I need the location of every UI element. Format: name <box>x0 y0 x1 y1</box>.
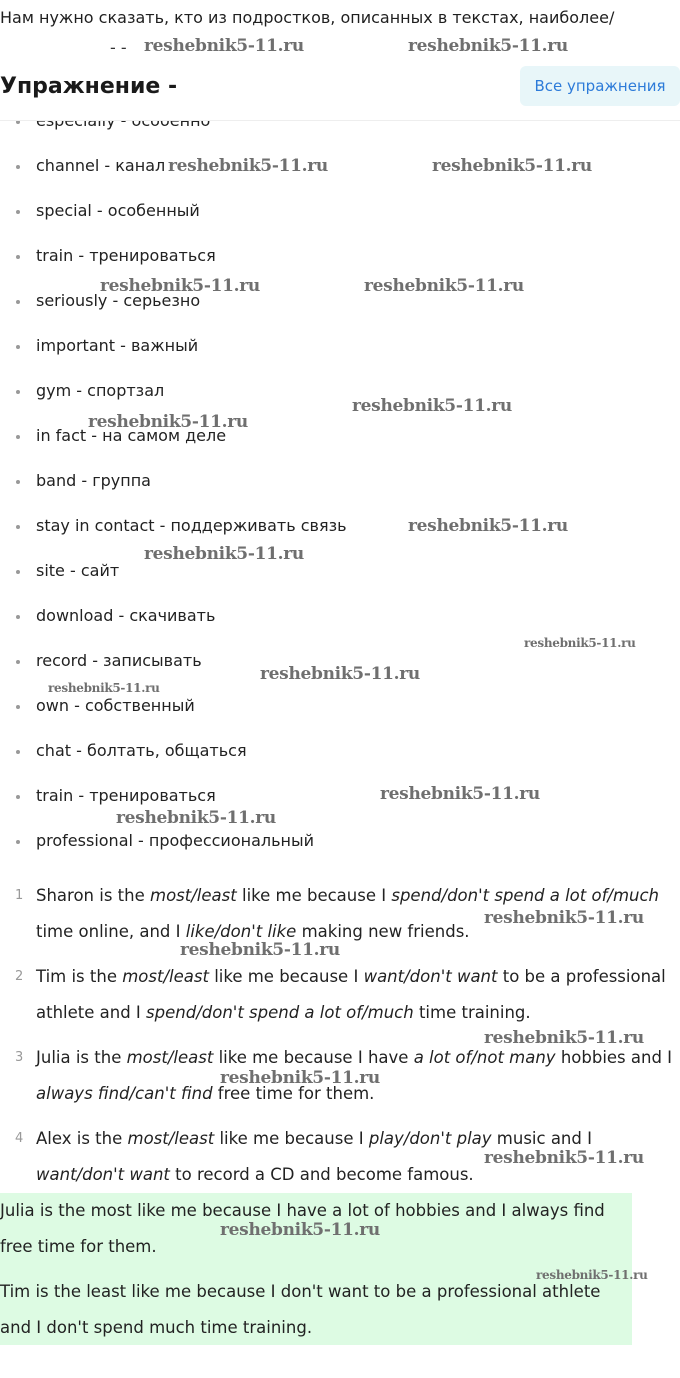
task-choice: most/least <box>127 1129 215 1148</box>
task-text: like me because I <box>208 967 364 986</box>
watermark: reshebnik5-11.ru <box>536 1268 648 1282</box>
watermark: reshebnik5-11.ru <box>432 156 592 176</box>
watermark: reshebnik5-11.ru <box>380 784 540 804</box>
vocab-item: gym - спортзал <box>36 381 165 400</box>
task-item <box>15 959 676 1031</box>
watermark: reshebnik5-11.ru <box>180 940 340 960</box>
task-number: 4 <box>15 1131 24 1146</box>
task-text: Sharon is the <box>36 886 151 905</box>
watermark: reshebnik5-11.ru <box>220 1068 380 1088</box>
task-number: 2 <box>15 969 24 984</box>
answer-paragraph-2: Tim is the least like me because I don't want to be a professional athlete and I don't spend much time training. <box>0 1282 601 1337</box>
exercise-header <box>0 64 680 121</box>
watermark: reshebnik5-11.ru <box>352 396 512 416</box>
intro-text: Нам нужно сказать, кто из подростков, описанных в текстах, наиболее/ <box>0 8 615 27</box>
vocab-item: important - важный <box>36 336 199 355</box>
vocab-item: record - записывать <box>36 651 202 670</box>
watermark: reshebnik5-11.ru <box>144 544 304 564</box>
watermark: reshebnik5-11.ru <box>524 636 636 650</box>
task-text: time online, and I <box>36 922 186 941</box>
task-choice: spend/don't spend a lot of/much <box>146 1003 414 1022</box>
task-text: to be a professional athlete and I <box>36 967 666 1022</box>
task-choice: most/least <box>122 967 209 986</box>
task-choice: a lot of/not many <box>413 1048 556 1067</box>
watermark: reshebnik5-11.ru <box>220 1220 380 1240</box>
task-text: like me because I <box>214 1129 369 1148</box>
task-text: free time for them. <box>212 1084 375 1103</box>
task-text: like me because I <box>236 886 392 905</box>
task-text: like me because I have <box>213 1048 414 1067</box>
watermark: reshebnik5-11.ru <box>408 36 568 56</box>
task-choice: like/don't like <box>185 922 297 941</box>
watermark: reshebnik5-11.ru <box>116 808 276 828</box>
task-text: hobbies and I <box>555 1048 673 1067</box>
vocab-item: chat - болтать, общаться <box>36 741 247 760</box>
watermark: reshebnik5-11.ru <box>144 36 304 56</box>
vocab-item: channel - канал <box>36 156 166 175</box>
vocab-item: in fact - на самом деле <box>36 426 227 445</box>
vocab-item: site - сайт <box>36 561 120 580</box>
task-number: 1 <box>15 888 24 903</box>
vocab-item: train - тренироваться <box>36 246 216 265</box>
watermark: reshebnik5-11.ru <box>168 156 328 176</box>
vocab-item: download - скачивать <box>36 606 216 625</box>
task-choice: want/don't want <box>363 967 498 986</box>
watermark: reshebnik5-11.ru <box>408 516 568 536</box>
exercise-title: Упражнение - <box>0 74 178 99</box>
watermark: reshebnik5-11.ru <box>260 664 420 684</box>
task-choice: spend/don't spend a lot of/much <box>391 886 660 905</box>
watermark: reshebnik5-11.ru <box>484 1148 644 1168</box>
task-text: Julia is the <box>36 1048 127 1067</box>
vocab-item: special - особенный <box>36 201 200 220</box>
answer-paragraph-1: Julia is the most like me because I have a lot of hobbies and I always find free time for them. <box>0 1201 605 1256</box>
vocab-item: seriously - серьезно <box>36 291 201 310</box>
watermark: reshebnik5-11.ru <box>364 276 524 296</box>
watermark: reshebnik5-11.ru <box>484 908 644 928</box>
vocab-item: professional - профессиональный <box>36 831 315 850</box>
task-text: making new friends. <box>296 922 470 941</box>
all-exercises-button[interactable]: Все упражнения <box>520 66 680 106</box>
task-choice: play/don't play <box>368 1129 492 1148</box>
task-choice: always find/can't find <box>36 1084 213 1103</box>
task-choice: want/don't want <box>36 1165 170 1184</box>
vocab-item: train - тренироваться <box>36 786 216 805</box>
task-text: to record a CD and become famous. <box>169 1165 474 1184</box>
task-choice: most/least <box>150 886 237 905</box>
task-text: music and I <box>491 1129 592 1148</box>
intro-dash-line: - - <box>110 38 127 57</box>
task-text: Tim is the <box>36 967 123 986</box>
watermark: reshebnik5-11.ru <box>88 412 248 432</box>
task-text: time training. <box>413 1003 531 1022</box>
vocab-item: own - собственный <box>36 696 195 715</box>
vocab-item: stay in contact - поддерживать связь <box>36 516 347 535</box>
task-text: Alex is the <box>36 1129 128 1148</box>
watermark: reshebnik5-11.ru <box>48 681 160 695</box>
watermark: reshebnik5-11.ru <box>100 276 260 296</box>
task-number: 3 <box>15 1050 24 1065</box>
watermark: reshebnik5-11.ru <box>484 1028 644 1048</box>
task-choice: most/least <box>126 1048 214 1067</box>
vocab-item: band - группа <box>36 471 151 490</box>
